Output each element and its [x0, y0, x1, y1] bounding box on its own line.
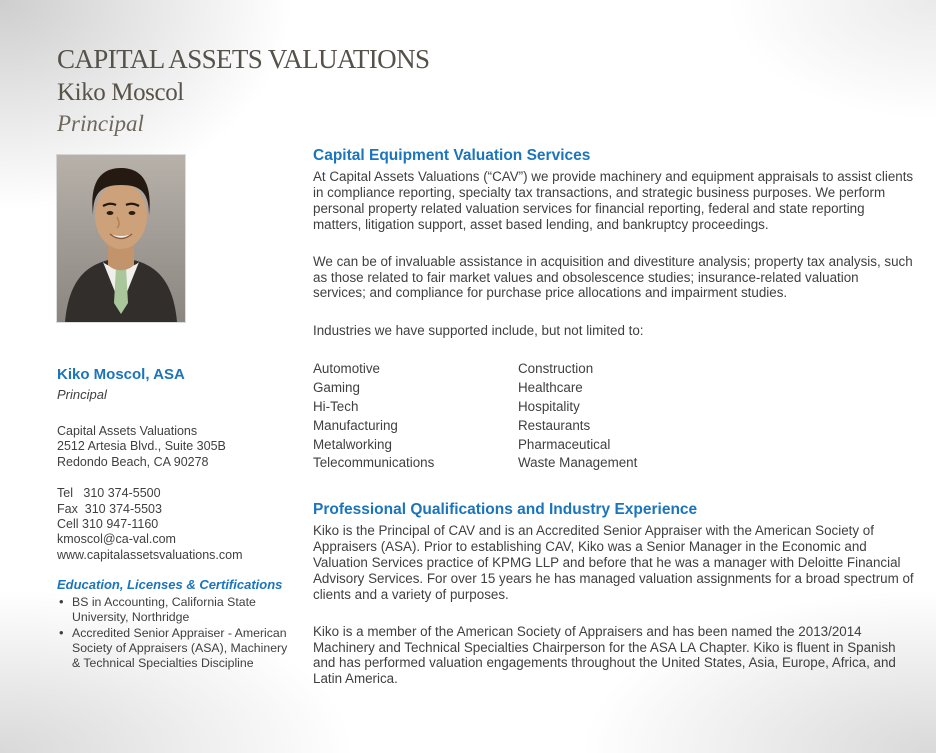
industries-column-1: [313, 360, 518, 473]
sidebar-role: Principal: [57, 387, 107, 402]
education-list: [57, 595, 297, 671]
headshot-illustration: [57, 155, 185, 322]
industry-item: Metalworking: [313, 436, 392, 452]
sidebar-name-heading: Kiko Moscol, ASA: [57, 366, 185, 383]
contact-line: kmoscol@ca-val.com: [57, 532, 176, 547]
industry-item: Hospitality: [518, 398, 580, 414]
industry-item: Healthcare: [518, 380, 583, 396]
industry-item: Gaming: [313, 380, 360, 396]
sidebar-contact: [57, 486, 297, 563]
headshot-photo: [57, 155, 185, 322]
industry-item: Automotive: [313, 361, 380, 377]
industry-item: Hi-Tech: [313, 398, 359, 414]
industry-item: Restaurants: [518, 417, 591, 433]
industries-list: [313, 360, 914, 473]
page-header: [57, 44, 429, 137]
section-heading-valuation-services: Capital Equipment Valuation Services: [313, 147, 591, 164]
address-line: Redondo Beach, CA 90278: [57, 454, 209, 469]
valuation-services-paragraph-1: At Capital Assets Valuations (“CAV”) we provide machinery and equipment appraisals to assist clients in compliance reporting, specialty tax transactions, and strategic business purposes. We perform personal property related valuation services for financial reporting, federal and state reporting matters, litigation support, asset based lending, and bankruptcy proceedings.: [313, 169, 914, 232]
contact-line: www.capitalassetsvaluations.com: [57, 547, 243, 562]
valuation-services-paragraph-2: We can be of invaluable assistance in acquisition and divestiture analysis; property tax analysis, such as those related to fair market values and obsolescence studies; insurance-related valuation services; and compliance for purchase price allocations and impairment studies.: [313, 253, 913, 301]
industry-item: Waste Management: [518, 455, 638, 471]
company-title: CAPITAL ASSETS VALUATIONS: [57, 44, 430, 74]
address-line: 2512 Artesia Blvd., Suite 305B: [57, 439, 226, 454]
sidebar-address: [57, 424, 297, 470]
education-heading: Education, Licenses & Certifications: [57, 577, 283, 593]
industry-item: Construction: [518, 361, 594, 377]
qualifications-paragraph-2: Kiko is a member of the American Society of Appraisers and has been named the 2013/2014 Machinery and Technical Specialties Chairperson for the ASA LA Chapter. Kiko is fluent in Spanish and has performed valuation engagements throughout the United States, Asia, Europe, Africa, and Latin America.: [313, 623, 896, 687]
contact-line: Fax 310 374-5503: [57, 501, 162, 516]
industry-item: Pharmaceutical: [518, 436, 611, 452]
industry-item: Manufacturing: [313, 417, 398, 433]
sidebar: [57, 366, 297, 671]
contact-line: Cell 310 947-1160: [57, 517, 159, 532]
industries-intro: Industries we have supported include, but not limited to:: [313, 323, 644, 339]
industry-item: Telecommunications: [313, 455, 435, 471]
qualifications-paragraph-1: Kiko is the Principal of CAV and is an Accredited Senior Appraiser with the American Society of Appraisers (ASA). Prior to establishing CAV, Kiko was a Senior Manager in the Economic and Valuation Services practice of KPMG LLP and before that he was a manager with Deloitte Financial Advisory Services. For over 15 years he has managed valuation assignments for a broad spectrum of clients and a variety of purposes.: [313, 523, 914, 602]
contact-line: Tel 310 374-5500: [57, 486, 161, 501]
address-line: Capital Assets Valuations: [57, 424, 198, 438]
industries-column-2: [518, 360, 637, 473]
education-item: • BS in Accounting, California State University, Northridge: [57, 595, 297, 625]
education-item: • Accredited Senior Appraiser - American Society of Appraisers (ASA), Machinery & Technical Specialties Discipline: [57, 626, 297, 672]
person-name: Kiko Moscol: [57, 79, 184, 106]
person-title: Principal: [57, 111, 144, 136]
main-content: [313, 147, 914, 687]
section-heading-qualifications: Professional Qualifications and Industry Experience: [313, 501, 698, 519]
